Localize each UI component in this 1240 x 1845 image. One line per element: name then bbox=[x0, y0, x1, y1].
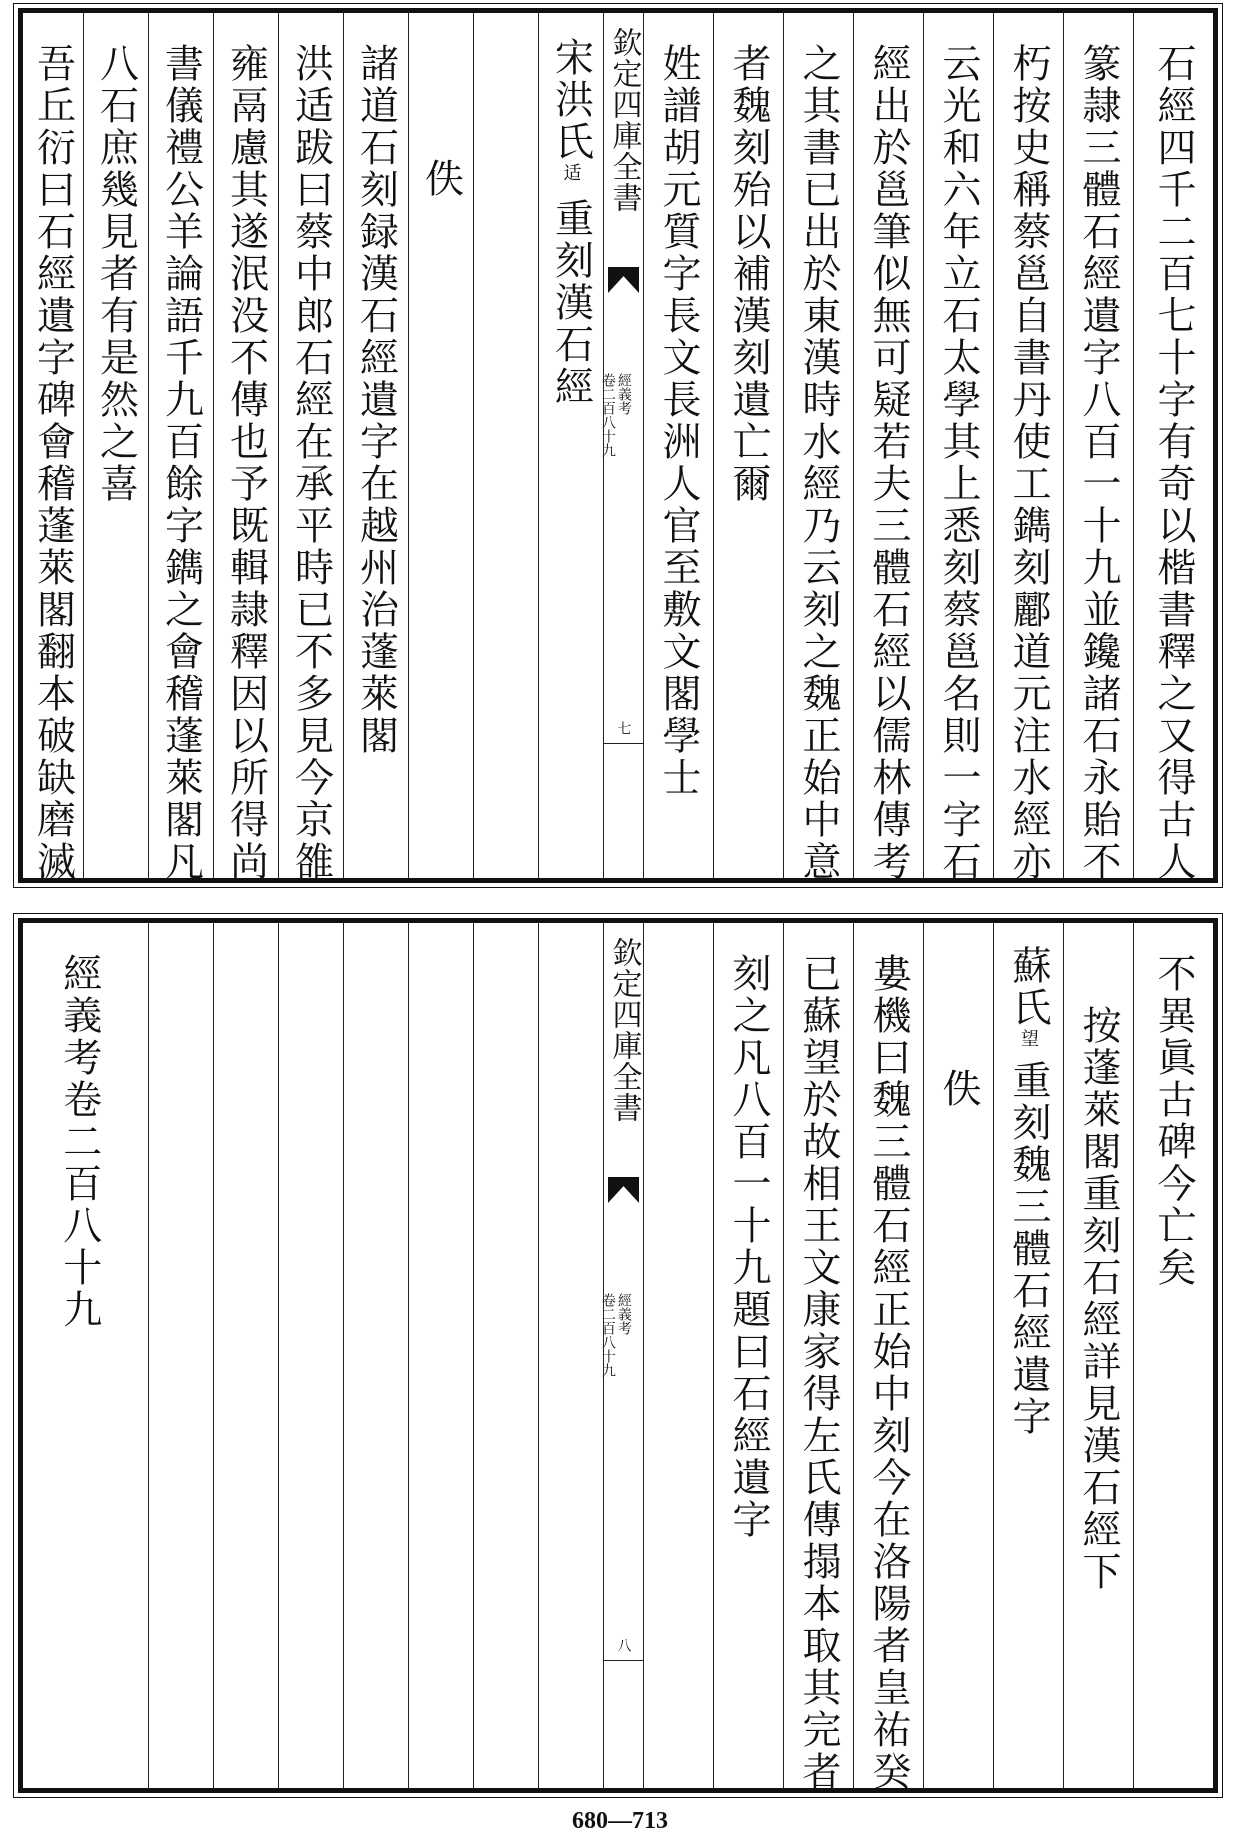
entry-note: 适 bbox=[560, 163, 582, 184]
text-column bbox=[783, 923, 853, 1793]
column-text: 者魏刻殆以補漢刻遺亡爾 bbox=[726, 43, 771, 505]
text-column bbox=[923, 923, 993, 1788]
text-column bbox=[853, 923, 923, 1793]
top-leaf bbox=[18, 8, 1218, 883]
column-text: 婁機曰魏三體石經正始中刻今在洛陽者皇祐癸 bbox=[866, 953, 911, 1793]
text-column bbox=[278, 923, 343, 1788]
text-column bbox=[148, 923, 213, 1788]
column-text: 姓譜胡元質字長文長洲人官至敷文閣學士 bbox=[656, 43, 701, 799]
entry-name: 蘇氏 bbox=[1006, 945, 1051, 1029]
text-column bbox=[1133, 13, 1213, 883]
text-column bbox=[148, 13, 213, 883]
column-text: 吾丘衍曰石經遺字碑會稽蓬萊閣翻本破缺磨滅 bbox=[30, 43, 76, 883]
column-title bbox=[1006, 945, 1051, 1438]
text-column bbox=[343, 13, 408, 878]
entry-title: 重刻漢石經 bbox=[548, 198, 594, 408]
center-banner bbox=[599, 13, 643, 878]
text-column bbox=[278, 13, 343, 883]
text-column bbox=[713, 13, 783, 878]
text-column bbox=[473, 923, 538, 1788]
column-text: 之其書已出於東漢時水經乃云刻之魏正始中意 bbox=[796, 43, 841, 883]
text-column bbox=[473, 13, 538, 878]
text-column bbox=[853, 13, 923, 883]
column-text: 經出於邕筆似無可疑若夫三體石經以儒林傳考 bbox=[866, 43, 911, 883]
bottom-leaf bbox=[18, 918, 1218, 1793]
column-text: 刻之凡八百一十九題曰石經遺字 bbox=[726, 953, 771, 1541]
text-column bbox=[643, 13, 713, 878]
banner-page-number: 七 bbox=[615, 721, 632, 735]
entry-note: 望 bbox=[1018, 1029, 1039, 1050]
text-column bbox=[713, 923, 783, 1788]
text-column bbox=[213, 13, 278, 883]
column-title bbox=[548, 37, 594, 408]
banner-rule bbox=[604, 743, 643, 744]
page-number: 680—713 bbox=[572, 1808, 668, 1834]
column-text: 書儀禮公羊論語千九百餘字鐫之會稽蓬萊閣凡 bbox=[158, 43, 204, 883]
text-column bbox=[343, 923, 408, 1788]
text-column bbox=[83, 13, 148, 878]
banner-page-number: 八 bbox=[615, 1638, 632, 1652]
text-column bbox=[23, 13, 83, 883]
column-text: 諸道石刻録漢石經遺字在越州治蓬萊閣 bbox=[353, 43, 399, 757]
text-column bbox=[1063, 13, 1133, 883]
banner-rule bbox=[604, 1660, 643, 1661]
center-banner bbox=[599, 923, 643, 1788]
text-column bbox=[538, 923, 603, 1788]
volume-end-title: 經義考卷二百八十九 bbox=[56, 953, 102, 1331]
column-text: 朽按史稱蔡邕自書丹使工鐫刻酈道元注水經亦 bbox=[1006, 43, 1051, 883]
column-text: 石經四千二百七十字有奇以楷書釋之又得古人 bbox=[1151, 43, 1196, 883]
column-text: 佚 bbox=[936, 1068, 981, 1110]
entry-name: 宋洪氏 bbox=[548, 37, 594, 163]
column-text: 八石庶幾見者有是然之喜 bbox=[93, 43, 139, 505]
entry-title: 重刻魏三體石經遺字 bbox=[1006, 1060, 1051, 1438]
column-text: 篆隷三體石經遺字八百一十九並鑱諸石永貽不 bbox=[1076, 43, 1121, 883]
column-text: 按蓬萊閣重刻石經詳見漢石經下 bbox=[1076, 1005, 1121, 1593]
fishtail-mark bbox=[608, 267, 639, 293]
text-column bbox=[643, 923, 713, 1788]
column-text: 佚 bbox=[418, 158, 464, 200]
text-column bbox=[1133, 923, 1213, 1788]
banner-book-title: 經義考 bbox=[615, 373, 632, 415]
text-column bbox=[783, 13, 853, 883]
text-column bbox=[1063, 923, 1133, 1788]
banner-book-title: 經義考 bbox=[615, 1293, 632, 1335]
text-column bbox=[213, 923, 278, 1788]
column-text: 洪适跋曰蔡中郎石經在承平時已不多見今京雒 bbox=[288, 43, 334, 883]
text-column bbox=[538, 13, 603, 878]
banner-title: 欽定四庫全書 bbox=[606, 27, 642, 213]
fishtail-mark bbox=[608, 1177, 639, 1203]
column-text: 已蘇望於故相王文康家得左氏傳搨本取其完者 bbox=[796, 953, 841, 1793]
banner-title: 欽定四庫全書 bbox=[606, 937, 642, 1123]
text-column bbox=[408, 13, 473, 878]
text-column bbox=[993, 923, 1063, 1788]
column-text: 不異眞古碑今亡矣 bbox=[1151, 953, 1196, 1289]
column-text: 雍鬲慮其遂泯没不傳也予既輯隷釋因以所得尚 bbox=[223, 43, 269, 883]
text-column bbox=[23, 923, 148, 1788]
text-column bbox=[923, 13, 993, 883]
text-column bbox=[408, 923, 473, 1788]
banner-volume: 卷二百八十九 bbox=[599, 373, 616, 457]
column-text: 云光和六年立石太學其上悉刻蔡邕名則一字石 bbox=[936, 43, 981, 883]
banner-volume: 卷二百八十九 bbox=[599, 1293, 616, 1377]
text-column bbox=[993, 13, 1063, 883]
